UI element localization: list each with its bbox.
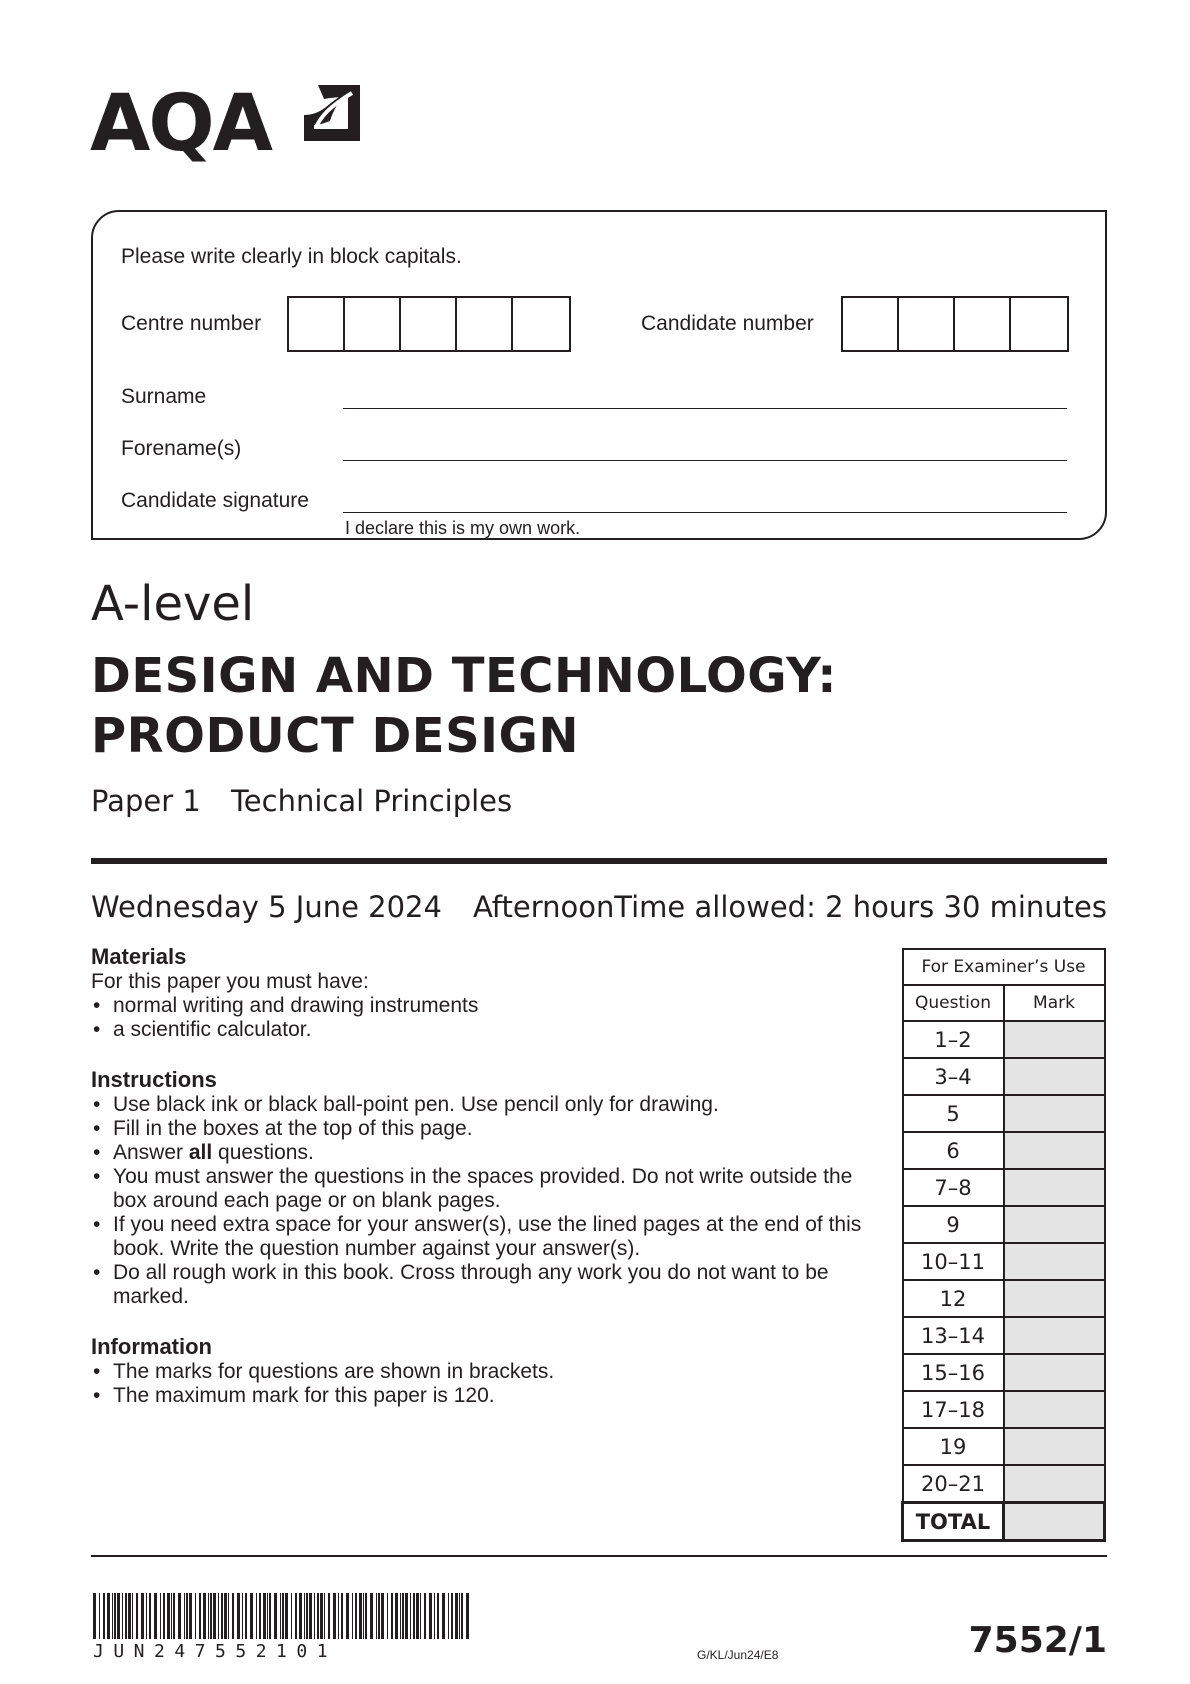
list-item-text: Answer all questions. <box>113 1141 314 1164</box>
table-row <box>903 1428 1105 1465</box>
aqa-logo <box>90 79 272 169</box>
barcode-bar <box>352 1593 353 1639</box>
mark-cell <box>1004 1243 1105 1280</box>
list-item: • If you need extra space for your answer(s), use the lined pages at the end of this book. Write the question number against your answer(s). <box>93 1213 862 1260</box>
barcode-bar <box>309 1593 312 1639</box>
question-number-cell: 20–21 <box>903 1465 1004 1503</box>
materials-list <box>91 994 881 1042</box>
barcode-bar <box>224 1593 227 1639</box>
barcode-bar <box>245 1593 247 1639</box>
question-number-cell: 3–4 <box>903 1058 1004 1095</box>
barcode-bar <box>434 1593 435 1639</box>
exam-date: Wednesday 5 June 2024 <box>91 890 442 924</box>
question-number-cell: 12 <box>903 1280 1004 1317</box>
list-item: • Fill in the boxes at the top of this page. <box>93 1117 473 1140</box>
centre-number-label: Centre number <box>121 312 262 335</box>
barcode-bar <box>195 1593 196 1639</box>
barcode-bar <box>125 1593 127 1639</box>
candidate-number-label: Candidate number <box>641 312 814 335</box>
list-item: • Use black ink or black ball-point pen. Use pencil only for drawing. <box>93 1093 719 1116</box>
barcode-bar <box>378 1593 380 1639</box>
table-row <box>903 1169 1105 1206</box>
barcode-bar <box>410 1593 411 1639</box>
barcode-bar <box>306 1593 308 1639</box>
barcode-bar <box>274 1593 277 1639</box>
barcode-bar <box>413 1593 415 1639</box>
barcode-bar <box>295 1593 297 1639</box>
forenames-field[interactable] <box>343 460 1067 461</box>
barcode-bar <box>178 1593 181 1639</box>
barcode-bar <box>186 1593 188 1639</box>
barcode-bar <box>338 1593 339 1639</box>
mark-cell <box>1004 1280 1105 1317</box>
barcode-bar <box>285 1593 288 1639</box>
barcode-bar <box>317 1593 319 1639</box>
total-row <box>903 1503 1105 1541</box>
block-capitals-instruction: Please write clearly in block capitals. <box>121 245 462 268</box>
barcode-bar <box>461 1593 463 1639</box>
barcode-bar <box>267 1593 268 1639</box>
information-list <box>91 1360 881 1408</box>
barcode-bar <box>333 1593 336 1639</box>
mark-cell <box>1004 1169 1105 1206</box>
mark-cell <box>1004 1465 1105 1503</box>
barcode-bar <box>429 1593 432 1639</box>
document-reference: G/KL/Jun24/E8 <box>697 1648 779 1662</box>
table-row <box>903 1391 1105 1428</box>
barcode-bar <box>280 1593 281 1639</box>
table-row <box>903 1317 1105 1354</box>
list-item-text: Do all rough work in this book. Cross through any work you do not want to be marked. <box>113 1261 829 1308</box>
list-item: • normal writing and drawing instruments <box>93 994 479 1017</box>
barcode-bar <box>99 1593 100 1639</box>
question-number-cell: 13–14 <box>903 1317 1004 1354</box>
barcode-bar <box>359 1593 362 1639</box>
paper-number: Paper 1 <box>91 784 201 818</box>
barcode-bar <box>328 1593 330 1639</box>
list-item-text: You must answer the questions in the spaces provided. Do not write outside the box around each page or on blank pages. <box>113 1165 853 1212</box>
barcode-bar <box>136 1593 138 1639</box>
barcode-bar <box>114 1593 116 1639</box>
barcode-bar <box>387 1593 388 1639</box>
list-item: • Answer all questions. <box>93 1141 314 1164</box>
barcode-bar <box>232 1593 234 1639</box>
candidate-number-digit[interactable] <box>899 298 955 350</box>
table-row <box>903 1132 1105 1169</box>
candidate-number-digit[interactable] <box>1011 298 1067 350</box>
list-item-text: Use black ink or black ball-point pen. Use pencil only for drawing. <box>113 1093 719 1116</box>
question-column-header: Question <box>903 985 1004 1021</box>
barcode-bar <box>424 1593 426 1639</box>
list-item: • The maximum mark for this paper is 120. <box>93 1384 495 1407</box>
barcode-bar <box>402 1593 404 1639</box>
footer-divider <box>91 1555 1107 1557</box>
question-number-cell: 1–2 <box>903 1021 1004 1058</box>
table-row <box>903 1354 1105 1391</box>
barcode-bar <box>208 1593 209 1639</box>
barcode-bar <box>210 1593 212 1639</box>
barcode-bar <box>269 1593 271 1639</box>
table-row <box>903 1465 1105 1503</box>
information-heading: Information <box>91 1334 212 1359</box>
barcode-bar <box>381 1593 384 1639</box>
materials-heading: Materials <box>91 944 187 969</box>
barcode-bar <box>184 1593 185 1639</box>
centre-number-digit[interactable] <box>513 298 569 350</box>
divider <box>91 858 1107 864</box>
table-row <box>903 1021 1105 1058</box>
list-item-text: Fill in the boxes at the top of this page. <box>113 1117 473 1140</box>
barcode-bar <box>132 1593 133 1639</box>
list-item: • The marks for questions are shown in brackets. <box>93 1360 555 1383</box>
list-item: • You must answer the questions in the spaces provided. Do not write outside the box around each page or on blank pages. <box>93 1165 853 1212</box>
barcode-bar <box>391 1593 393 1639</box>
barcode-bar <box>324 1593 325 1639</box>
centre-number-field[interactable] <box>287 296 571 352</box>
barcode-bar <box>218 1593 219 1639</box>
barcode-bar <box>242 1593 243 1639</box>
candidate-details-box <box>91 210 1107 540</box>
barcode-bar <box>117 1593 120 1639</box>
centre-number-digit[interactable] <box>401 298 457 350</box>
leaf-icon <box>304 85 360 141</box>
barcode-bar <box>107 1593 110 1639</box>
barcode-bar <box>363 1593 364 1639</box>
barcode-number: JUN247552101 <box>93 1641 338 1662</box>
table-row <box>903 1095 1105 1132</box>
barcode-bar <box>451 1593 453 1639</box>
mark-cell <box>1004 1354 1105 1391</box>
barcode-bar <box>370 1593 373 1639</box>
barcode-bar <box>355 1593 357 1639</box>
question-number-cell: 9 <box>903 1206 1004 1243</box>
barcode-bar <box>154 1593 157 1639</box>
mark-cell <box>1004 1132 1105 1169</box>
mark-cell <box>1004 1428 1105 1465</box>
instructions-section <box>91 1067 881 1309</box>
barcode-bar <box>314 1593 315 1639</box>
barcode-bar <box>341 1593 343 1639</box>
list-item: • a scientific calculator. <box>93 1018 312 1041</box>
list-item-text: The maximum mark for this paper is 120. <box>113 1384 495 1407</box>
barcode-bar <box>405 1593 408 1639</box>
question-number-cell: 15–16 <box>903 1354 1004 1391</box>
mark-cell <box>1004 1058 1105 1095</box>
barcode-bar <box>237 1593 240 1639</box>
barcode-bar <box>146 1593 147 1639</box>
barcode-bar <box>112 1593 113 1639</box>
question-number-cell: 10–11 <box>903 1243 1004 1280</box>
examiner-table-rows <box>903 1021 1105 1503</box>
barcode-bar <box>128 1593 131 1639</box>
forenames-label: Forename(s) <box>121 437 242 460</box>
barcode-bar <box>167 1593 170 1639</box>
barcode-bar <box>448 1593 449 1639</box>
candidate-number-field[interactable] <box>841 296 1069 352</box>
barcode-bar <box>395 1593 398 1639</box>
barcode-bar <box>346 1593 349 1639</box>
question-number-cell: 6 <box>903 1132 1004 1169</box>
barcode-bar <box>282 1593 284 1639</box>
examiner-use-table <box>901 948 1106 1542</box>
barcode-bar <box>259 1593 261 1639</box>
centre-number-digit[interactable] <box>289 298 345 350</box>
materials-intro: For this paper you must have: <box>91 970 369 993</box>
barcode-bar <box>149 1593 151 1639</box>
mark-cell <box>1004 1391 1105 1428</box>
barcode-bar <box>93 1593 96 1639</box>
exam-session: Afternoon <box>473 890 615 924</box>
barcode-bar <box>442 1593 445 1639</box>
signature-field[interactable] <box>343 512 1067 513</box>
table-row <box>903 1280 1105 1317</box>
time-allowed: Time allowed: 2 hours 30 minutes <box>614 890 1107 924</box>
surname-field[interactable] <box>343 408 1067 409</box>
question-number-cell: 17–18 <box>903 1391 1004 1428</box>
list-item-text: If you need extra space for your answer(s), use the lined pages at the end of this book. Write the question number against your answer(s). <box>113 1213 862 1260</box>
candidate-number-digit[interactable] <box>843 298 899 350</box>
barcode-bar <box>189 1593 192 1639</box>
declaration-text: I declare this is my own work. <box>345 518 581 538</box>
table-row <box>903 1243 1105 1280</box>
paper-title: Technical Principles <box>231 784 513 818</box>
surname-label: Surname <box>121 385 207 408</box>
logo-text: AQA <box>90 79 272 169</box>
list-item: • Do all rough work in this book. Cross through any work you do not want to be marked. <box>93 1261 829 1308</box>
question-number-cell: 7–8 <box>903 1169 1004 1206</box>
barcode-bar <box>416 1593 419 1639</box>
barcode-bar <box>459 1593 460 1639</box>
instructions-list <box>91 1093 881 1309</box>
barcode-bar <box>291 1593 292 1639</box>
signature-label: Candidate signature <box>121 489 309 512</box>
barcode-bar <box>263 1593 266 1639</box>
barcode-bar <box>400 1593 401 1639</box>
barcode-bar <box>420 1593 421 1639</box>
mark-column-header: Mark <box>1004 985 1105 1021</box>
information-section <box>91 1334 881 1408</box>
table-row <box>903 1206 1105 1243</box>
barcode <box>93 1593 473 1639</box>
barcode-bar <box>228 1593 229 1639</box>
instructions-heading: Instructions <box>91 1067 217 1092</box>
barcode-bar <box>122 1593 123 1639</box>
table-row <box>903 1058 1105 1095</box>
materials-section <box>91 944 881 1042</box>
barcode-bar <box>365 1593 367 1639</box>
subject-title-line1: DESIGN AND TECHNOLOGY: <box>91 648 837 704</box>
list-item-text: a scientific calculator. <box>113 1018 312 1041</box>
barcode-bar <box>203 1593 206 1639</box>
barcode-bar <box>304 1593 305 1639</box>
barcode-bar <box>250 1593 253 1639</box>
barcode-bar <box>173 1593 175 1639</box>
mark-cell <box>1004 1317 1105 1354</box>
barcode-bar <box>299 1593 302 1639</box>
centre-number-digit[interactable] <box>345 298 401 350</box>
qualification-level: A-level <box>91 576 255 632</box>
mark-cell <box>1004 1095 1105 1132</box>
barcode-bar <box>466 1593 469 1639</box>
subject-title-line2: PRODUCT DESIGN <box>91 708 580 764</box>
barcode-bar <box>103 1593 105 1639</box>
barcode-bar <box>160 1593 161 1639</box>
list-item-text: The marks for questions are shown in brackets. <box>113 1360 555 1383</box>
barcode-bar <box>213 1593 216 1639</box>
barcode-bar <box>141 1593 144 1639</box>
mark-cell <box>1004 1021 1105 1058</box>
question-number-cell: 19 <box>903 1428 1004 1465</box>
total-mark-cell <box>1004 1503 1105 1541</box>
list-item-text: normal writing and drawing instruments <box>113 994 479 1017</box>
paper-code: 7552/1 <box>968 1620 1107 1661</box>
barcode-bar <box>320 1593 323 1639</box>
mark-cell <box>1004 1206 1105 1243</box>
barcode-bar <box>163 1593 165 1639</box>
barcode-bar <box>256 1593 257 1639</box>
barcode-bar <box>437 1593 439 1639</box>
candidate-number-digit[interactable] <box>955 298 1011 350</box>
barcode-bar <box>455 1593 458 1639</box>
barcode-bar <box>221 1593 223 1639</box>
barcode-bar <box>376 1593 377 1639</box>
barcode-bar <box>171 1593 172 1639</box>
question-number-cell: 5 <box>903 1095 1004 1132</box>
total-label: TOTAL <box>903 1503 1004 1541</box>
barcode-bar <box>199 1593 201 1639</box>
centre-number-digit[interactable] <box>457 298 513 350</box>
examiner-table-title: For Examiner’s Use <box>903 949 1105 985</box>
